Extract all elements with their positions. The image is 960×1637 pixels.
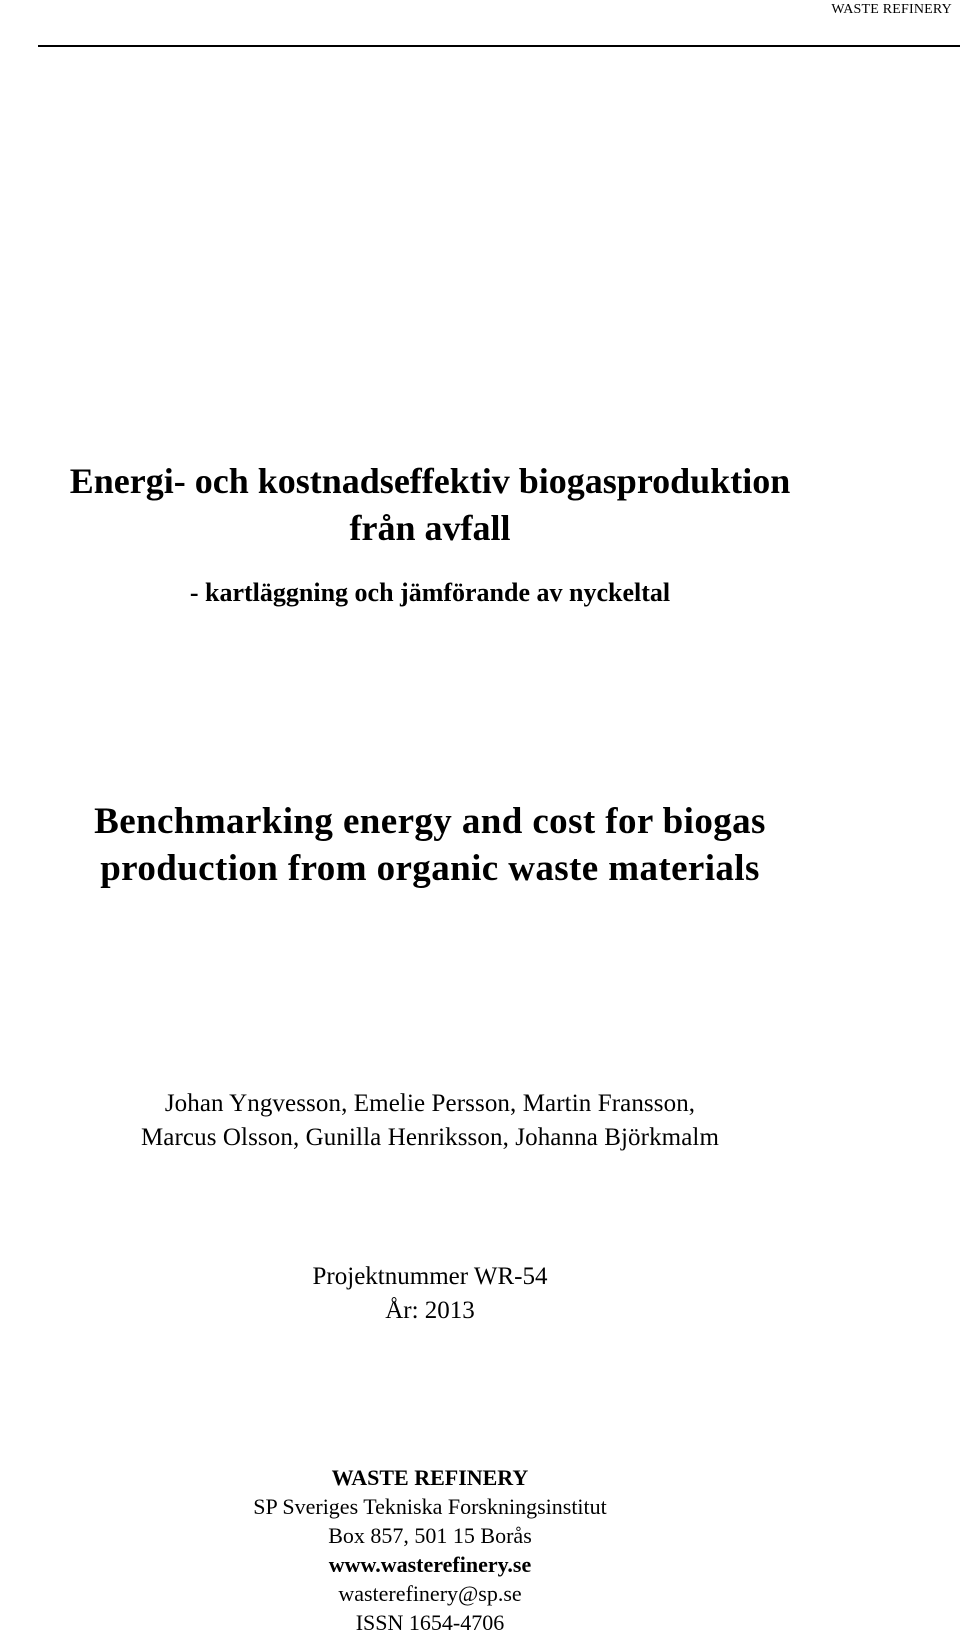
header-rule <box>38 45 960 47</box>
swedish-title <box>0 458 860 552</box>
website-link[interactable]: www.wasterefinery.se <box>328 1552 532 1577</box>
email-link[interactable]: wasterefinery@sp.se <box>338 1581 522 1606</box>
issn-number: ISSN 1654-4706 <box>355 1610 505 1635</box>
project-number: Projektnummer WR-54 <box>312 1263 548 1290</box>
institute-name: SP Sveriges Tekniska Forskningsinstitut <box>253 1494 607 1519</box>
author-line-2: Marcus Olsson, Gunilla Henriksson, Johanna Björkmalm <box>140 1124 720 1151</box>
english-title-line-2: production from organic waste materials <box>100 848 760 889</box>
swedish-title-line-1: Energi- och kostnadseffektiv biogasproduktion <box>69 461 791 501</box>
swedish-title-line-2: från avfall <box>349 508 511 548</box>
running-header: WASTE REFINERY <box>831 2 952 17</box>
english-title <box>0 798 860 892</box>
project-info <box>0 1260 860 1328</box>
english-title-line-1: Benchmarking energy and cost for biogas <box>94 801 766 842</box>
publisher-name: WASTE REFINERY <box>331 1465 529 1490</box>
publisher-footer <box>0 1463 860 1637</box>
author-line-1: Johan Yngvesson, Emelie Persson, Martin Fransson, <box>164 1090 696 1117</box>
postal-address: Box 857, 501 15 Borås <box>328 1523 532 1548</box>
project-year: År: 2013 <box>385 1297 475 1324</box>
author-list <box>0 1087 860 1155</box>
swedish-subtitle: - kartläggning och jämförande av nyckeltal <box>189 578 671 607</box>
